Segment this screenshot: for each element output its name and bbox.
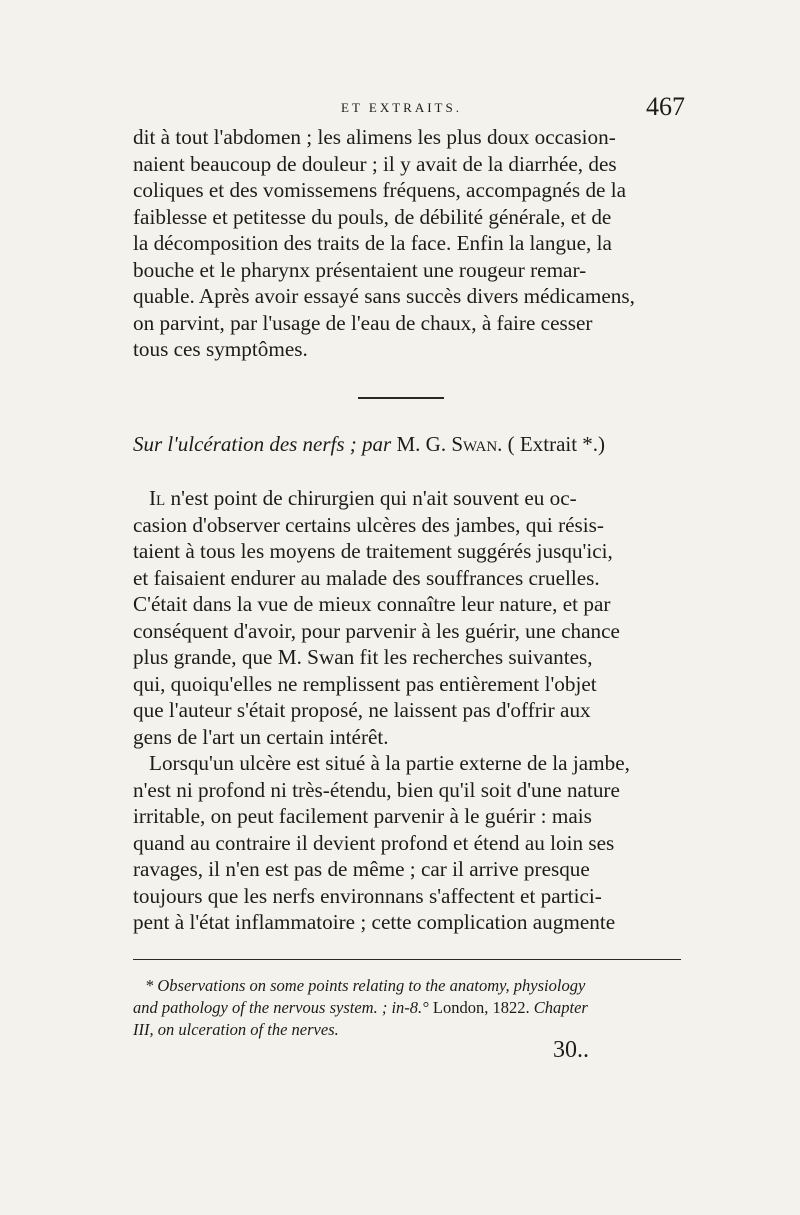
text-line: tous ces symptômes. xyxy=(133,337,308,361)
text-line xyxy=(133,485,673,512)
text-line: faiblesse et petitesse du pouls, de débilité générale, et de xyxy=(133,204,612,229)
footnote-chapter: Chapter xyxy=(533,998,588,1017)
text-line: C'était dans la vue de mieux connaître leur nature, et par xyxy=(133,592,611,616)
page-header xyxy=(133,92,685,122)
text-line: dit à tout l'abdomen ; les alimens les plus doux occasion- xyxy=(133,125,616,149)
text-line: taient à tous les moyens de traitement suggérés jusqu'ici, xyxy=(133,539,613,563)
extract-label: ( Extrait *.) xyxy=(507,432,606,456)
text-line: irritable, on peut facilement parvenir à le guérir : mais xyxy=(133,804,592,828)
text-line: que l'auteur s'était proposé, ne laissent pas d'offrir aux xyxy=(133,698,591,722)
paragraph-1 xyxy=(133,124,673,363)
running-title: ET EXTRAITS. xyxy=(341,100,462,115)
signature-mark: 30.. xyxy=(553,1037,589,1063)
drop-cap: Il xyxy=(149,486,166,510)
text-line: quand au contraire il devient profond et étend au loin ses xyxy=(133,830,615,855)
text-line: et faisaient endurer au malade des souffrances cruelles. xyxy=(133,565,600,590)
text-line: pent à l'état inflammatoire ; cette complication augmente xyxy=(133,910,616,934)
text-line: n'est ni profond ni très-étendu, bien qu'il soit d'une nature xyxy=(133,777,620,802)
text-line: coliques et des vomissemens fréquens, accompagnés de la xyxy=(133,178,627,202)
footnote-text: and pathology of the nervous system. ; in-8.° xyxy=(133,998,429,1017)
footnote-line: * Observations on some points relating to the anatomy, physiology xyxy=(145,976,586,995)
section-divider xyxy=(358,397,444,399)
footnote-line xyxy=(133,997,681,1019)
paragraph-2 xyxy=(133,485,673,936)
text-line: toujours que les nerfs environnans s'affectent et partici- xyxy=(133,883,602,908)
footnote-place-date: London, 1822. xyxy=(432,998,530,1017)
author-name: Swan. xyxy=(451,432,503,456)
text-line: bouche et le pharynx présentaient une rougeur remar- xyxy=(133,257,587,282)
page-number: 467 xyxy=(646,92,685,121)
footnote-rule xyxy=(133,959,681,960)
text-line: la décomposition des traits de la face. Enfin la langue, la xyxy=(133,231,612,255)
footnote-line: III, on ulceration of the nerves. xyxy=(133,1020,339,1039)
first-line-text: n'est point de chirurgien qui n'ait souvent eu oc- xyxy=(165,486,577,510)
text-line: casion d'observer certains ulcères des jambes, qui résis- xyxy=(133,512,604,537)
text-line: naient beaucoup de douleur ; il y avait de la diarrhée, des xyxy=(133,151,617,176)
text-line: gens de l'art un certain intérêt. xyxy=(133,724,389,749)
text-line: on parvint, par l'usage de l'eau de chaux, à faire cesser xyxy=(133,310,593,335)
text-line: qui, quoiqu'elles ne remplissent pas entièrement l'objet xyxy=(133,671,597,696)
section-title xyxy=(133,432,693,457)
text-line: conséquent d'avoir, pour parvenir à les guérir, une chance xyxy=(133,618,620,643)
footnote xyxy=(133,975,681,1041)
text-line: ravages, il n'en est pas de même ; car il arrive presque xyxy=(133,857,590,881)
text-line: quable. Après avoir essayé sans succès divers médicamens, xyxy=(133,284,635,308)
author-initials: M. G. xyxy=(396,432,447,456)
text-line: plus grande, que M. Swan fit les recherches suivantes, xyxy=(133,645,593,669)
text-line: Lorsqu'un ulcère est situé à la partie externe de la jambe, xyxy=(149,751,630,775)
section-title-text: Sur l'ulcération des nerfs ; par xyxy=(133,432,392,456)
